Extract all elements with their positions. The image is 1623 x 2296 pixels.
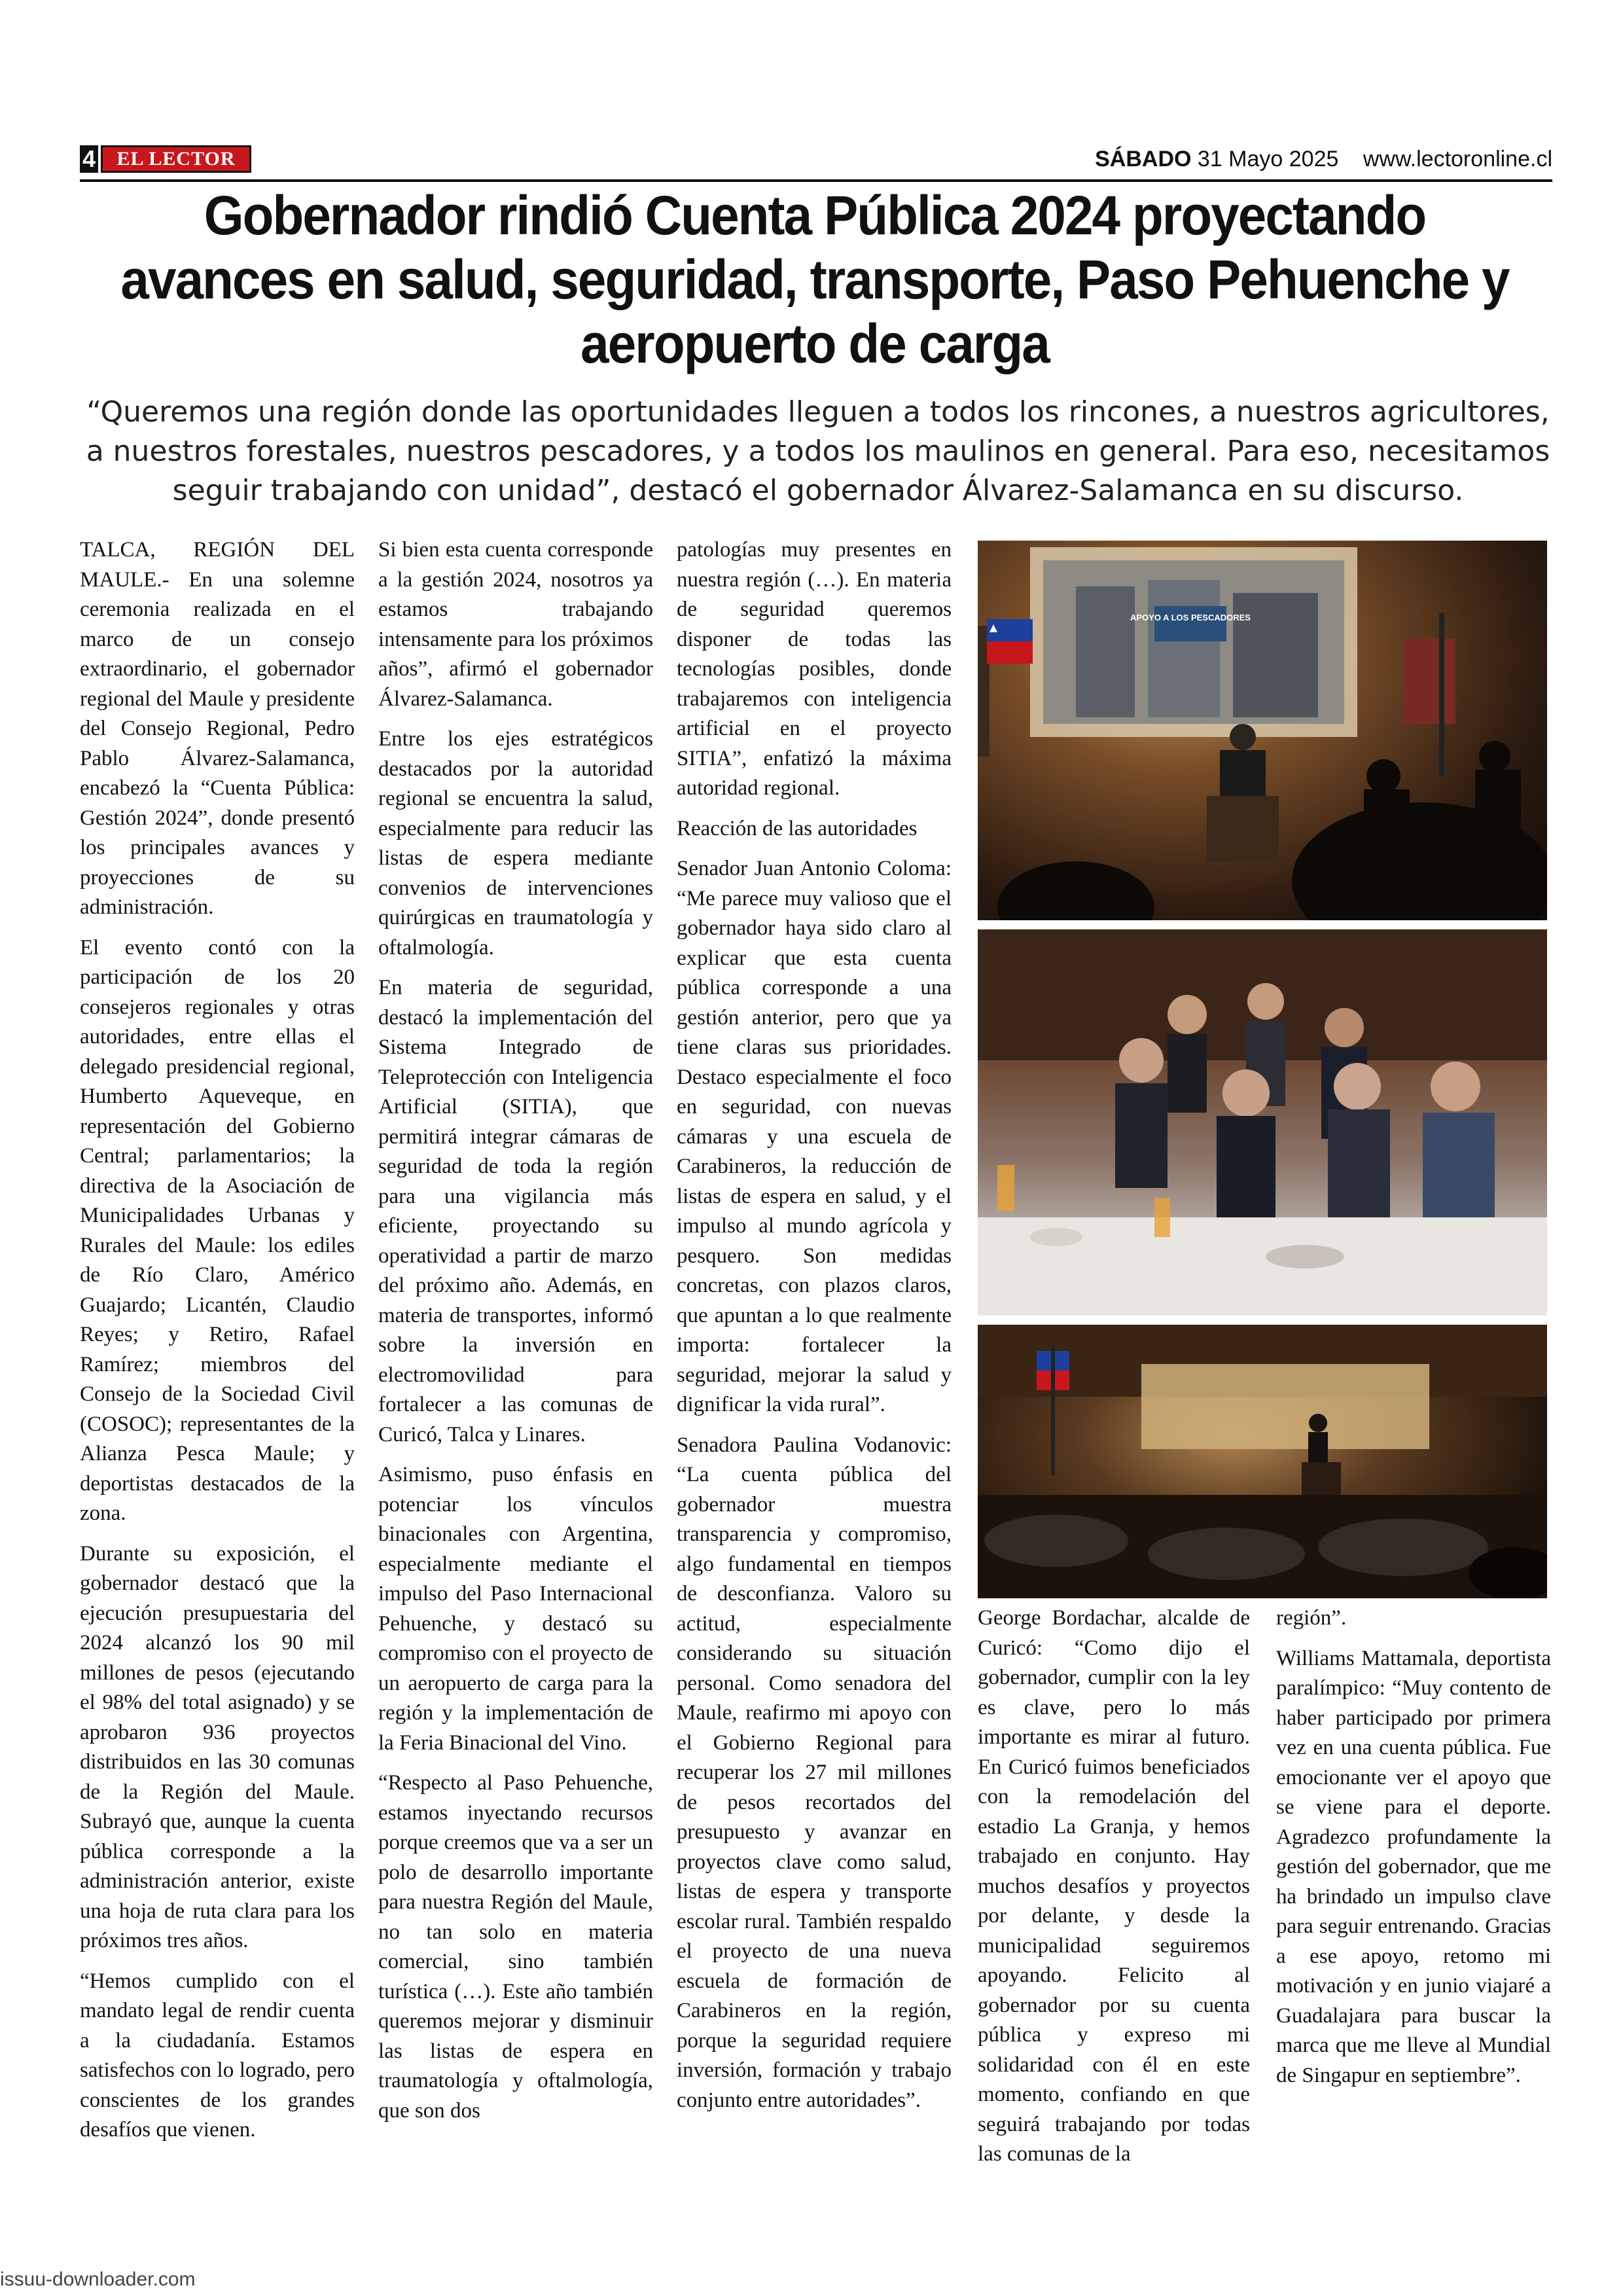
headline: Gobernador rindió Cuenta Pública 2024 proyectando avances en salud, seguridad, transporte, Paso Pehuenche y aeropuerto de carga <box>120 185 1509 374</box>
paragraph: TALCA, REGIÓN DEL MAULE.- En una solemne ceremonia realizada en el marco de un consejo extraordinario, el gobernador regional del Maule y presidente del Consejo Regional, Pedro Pablo Álvarez-Salamanca, encabezó la “Cuenta Pública: Gestión 2024”, donde presentó los principales avances y proyecciones de su administración. <box>80 538 355 919</box>
column-4 <box>978 1604 1250 2180</box>
paragraph: Senadora Paulina Vodanovic: “La cuenta pública del gobernador muestra transparencia y compromiso, algo fundamental en tiempos de desconfianza. Valoro su actitud, especialmente considerando su situación personal. Como senadora del Maule, reafirmo mi apoyo con el Gobierno Regional para recuperar los 27 mil millones de pesos recortados del presupuesto y avanzar en proyectos clave como salud, listas de espera y transporte escolar rural. También respaldo el proyecto de una nueva escuela de formación de Carabineros en la región, porque la seguridad requiere inversión, formación y trabajo conjunto entre autoridades”. <box>677 1433 952 2112</box>
paragraph: Williams Mattamala, deportista paralímpico: “Muy contento de haber participado por primera vez en una cuenta pública. Fue emocionante ver el apoyo que se viene para el deporte. Agradezco profundamente la gestión del gobernador, que me ha brindado un impulso clave para seguir entrenando. Gracias a ese apoyo, retomo mi motivación y en junio viajaré a Guadalajara para buscar la marca que me lleve al Mundial de Singapur en septiembre”. <box>1276 1646 1551 2087</box>
page-number: 4 <box>80 145 98 173</box>
photo-banner-text: APOYO A LOS PESCADORES <box>1130 613 1251 622</box>
photo-hall-wide-view <box>978 1325 1547 1598</box>
paragraph: región”. <box>1276 1606 1347 1630</box>
column-2 <box>378 535 653 2136</box>
paragraph: En materia de seguridad, destacó la implementación del Sistema Integrado de Teleprotección con Inteligencia Artificial (SITIA), que permitirá integrar cámaras de seguridad de toda la región para una vigilancia más eficiente, proyectando su operatividad a partir de marzo del próximo año. Además, en materia de transportes, informó sobre la inversión en electromovilidad para fortalecer a las comunas de Curicó, Talca y Linares. <box>378 976 653 1446</box>
paragraph: Asimismo, puso énfasis en potenciar los vínculos binacionales con Argentina, especialmente mediante el impulso del Paso Internacional Pehuenche, y destacó su compromiso con el proyecto de un aeropuerto de carga para la región y la implementación de la Feria Binacional del Vino. <box>378 1463 653 1755</box>
paragraph: El evento contó con la participación de los 20 consejeros regionales y otras autoridades, entre ellas el delegado presidencial regional, Humberto Aqueveque, en representación del Gobierno Central; parlamentarios; la directiva de la Asociación de Municipalidades Urbanas y Rurales del Maule: los ediles de Río Claro, Américo Guajardo; Licantén, Claudio Reyes; y Retiro, Rafael Ramírez; miembros del Consejo de la Sociedad Civil (COSOC); representantes de la Alianza Pesca Maule; y deportistas destacados de la zona. <box>80 935 355 1525</box>
paragraph: Senador Juan Antonio Coloma: “Me parece muy valioso que el gobernador haya sido claro al explicar que esta cuenta pública corresponde a una gestión anterior, pero que ya tiene claras sus prioridades. Destaco especialmente el foco en seguridad, con nuevas cámaras y una escuela de Carabineros, la reducción de listas de espera en salud, y el impulso al mundo agrícola y pesquero. Son medidas concretas, con plazos claros, que apuntan a lo que realmente importa: fortalecer la seguridad, mejorar la salud y dignificar la vida rural”. <box>677 857 952 1416</box>
paragraph: “Hemos cumplido con el mandato legal de rendir cuenta a la ciudadanía. Estamos satisfechos con lo logrado, pero conscientes de los grandes desafíos que vienen. <box>80 1969 355 2142</box>
dateline-date: 31 Mayo 2025 <box>1197 147 1339 171</box>
photo-illustration <box>978 929 1547 1316</box>
photo-speaker-podium <box>978 541 1547 920</box>
column-3 <box>677 535 952 2126</box>
paragraph: Si bien esta cuenta corresponde a la gestión 2024, nosotros ya estamos trabajando intensamente para los próximos años”, afirmó el gobernador Álvarez-Salamanca. <box>378 538 653 711</box>
paragraph: Durante su exposición, el gobernador destacó que la ejecución presupuestaria del 2024 alcanzó los 90 mil millones de pesos (ejecutando el 98% del total asignado) y se aprobaron 936 proyectos distribuidos en las 30 comunas de la Región del Maule. Subrayó que, aunque la cuenta pública corresponde a la administración anterior, existe una hoja de ruta clara para los próximos tres años. <box>80 1541 355 1952</box>
photo-illustration <box>978 1325 1547 1598</box>
dateline <box>1095 143 1552 175</box>
column-5 <box>1276 1604 1551 2101</box>
paragraph: patologías muy presentes en nuestra región (…). En materia de seguridad queremos disponer de todas las tecnologías posibles, donde trabajaremos con inteligencia artificial en el proyecto SITIA”, enfatizó la máxima autoridad regional. <box>677 538 952 800</box>
dateline-day: SÁBADO <box>1095 147 1192 171</box>
paragraph: Entre los ejes estratégicos destacados por la autoridad regional se encuentra la salud, especialmente para reducir las listas de espera mediante convenios de intervenciones quirúrgicas en traumatología y oftalmología. <box>378 727 653 960</box>
paragraph: George Bordachar, alcalde de Curicó: “Como dijo el gobernador, cumplir con la ley es clave, pero lo más importante es mirar al futuro. En Curicó fuimos beneficiados con la remodelación del estadio La Granja, y hemos trabajado en conjunto. Hay muchos desafíos y proyectos por delante, y desde la municipalidad seguiremos apoyando. Felicito al gobernador por su cuenta pública y expreso mi solidaridad con él en este momento, confiando en que seguirá trabajando por todas las comunas de la <box>978 1606 1250 2166</box>
header-rule <box>80 179 1552 182</box>
photo-authorities-table <box>978 929 1547 1316</box>
column-1 <box>80 535 355 2156</box>
newspaper-logo: EL LECTOR <box>101 145 251 173</box>
photo-illustration <box>978 541 1547 920</box>
website-link[interactable]: www.lectoronline.cl <box>1363 147 1552 171</box>
section-subtitle: Reacción de las autoridades <box>677 816 918 840</box>
watermark: issuu-downloader.com <box>0 2269 196 2290</box>
page-header <box>80 143 1552 175</box>
subheadline-quote: “Queremos una región donde las oportunidades lleguen a todos los rincones, a nuestros agricultores, a nuestros forestales, nuestros pescadores, y a todos los maulinos en general. Para eso, necesitamos seguir trabajando con unidad”, destacó el gobernador Álvarez-Salamanca en su discurso. <box>86 395 1550 507</box>
paragraph: “Respecto al Paso Pehuenche, estamos inyectando recursos porque creemos que va a ser un polo de desarrollo importante para nuestra Región del Maule, no tan solo en materia comercial, sino también turística (…). Este año también queremos mejorar y disminuir las listas de espera en traumatología y oftalmología, que son dos <box>378 1771 653 2123</box>
